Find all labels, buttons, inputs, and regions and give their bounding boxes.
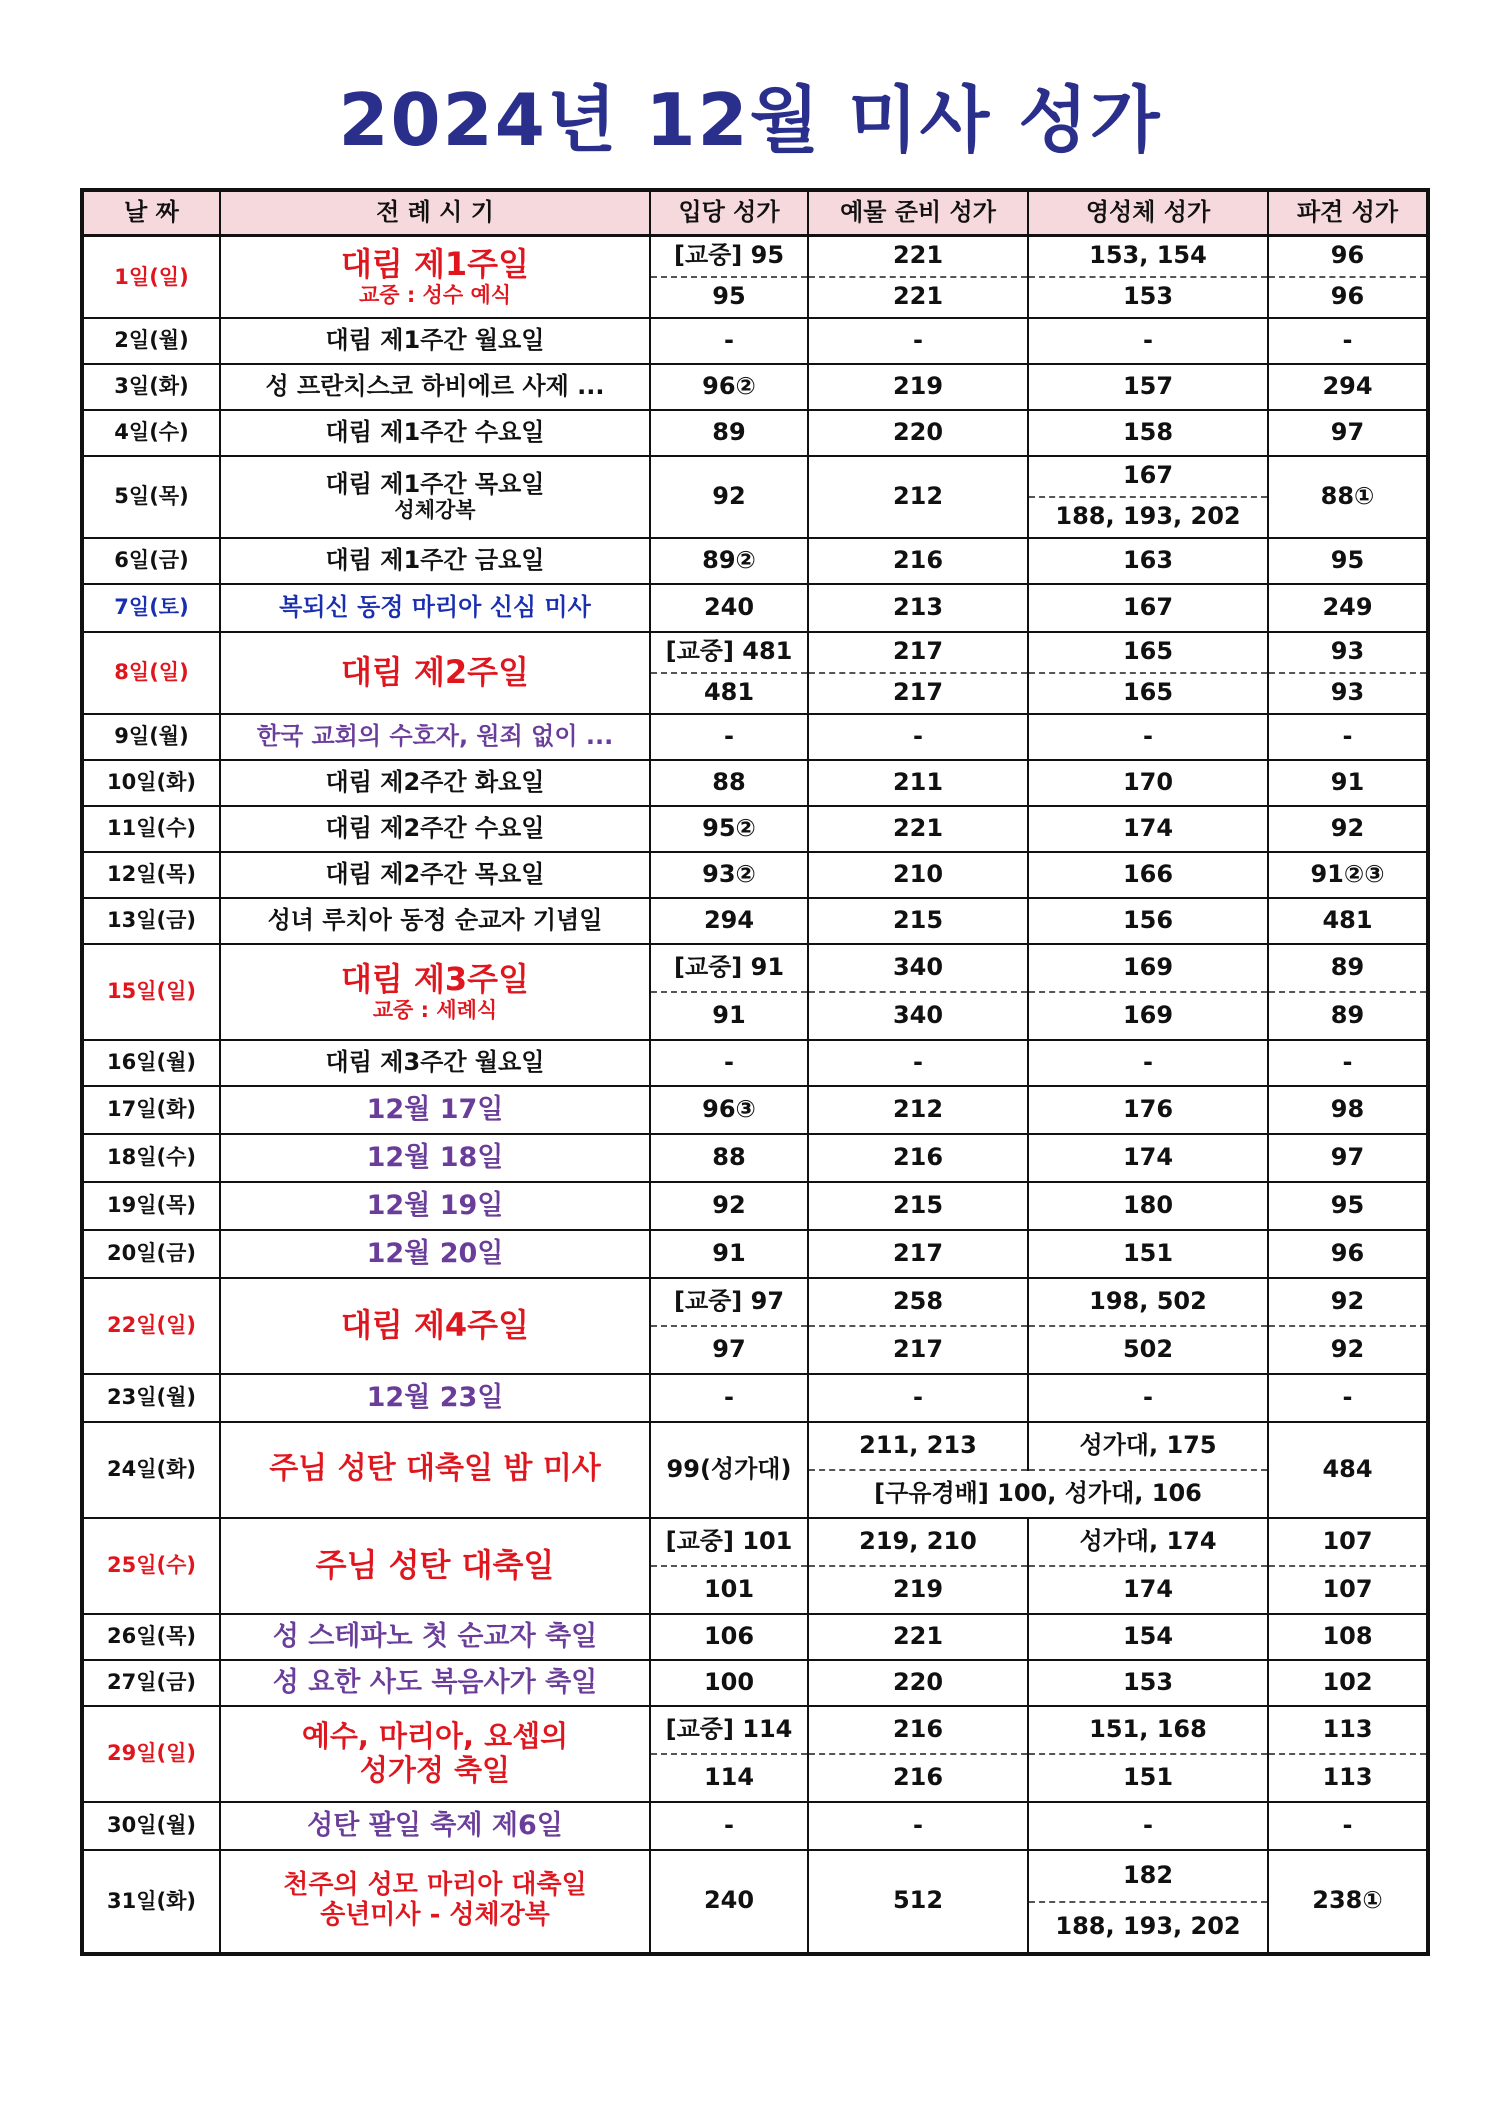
season-cell: 대림 제4주일 [220, 1278, 650, 1374]
entrance-cell: [교중] 481 [650, 632, 808, 673]
dismissal-cell: 97 [1268, 410, 1428, 456]
communion-cell: 188, 193, 202 [1028, 1902, 1268, 1954]
entrance-cell: 294 [650, 898, 808, 944]
dismissal-cell: 97 [1268, 1134, 1428, 1182]
table-row [82, 1422, 1428, 1470]
dismissal-cell: 92 [1268, 1326, 1428, 1374]
dismissal-cell: 96 [1268, 1230, 1428, 1278]
season-cell: 12월 17일 [220, 1086, 650, 1134]
season-subtitle: 교중 : 세례식 [372, 997, 498, 1022]
entrance-cell: 88 [650, 760, 808, 806]
entrance-cell: [교중] 114 [650, 1706, 808, 1754]
dismissal-cell: - [1268, 714, 1428, 760]
communion-cell: 151, 168 [1028, 1706, 1268, 1754]
dismissal-cell: 95 [1268, 538, 1428, 584]
communion-cell: 167 [1028, 456, 1268, 497]
date-cell: 6일(금) [82, 538, 220, 584]
communion-cell: 151 [1028, 1754, 1268, 1802]
dismissal-cell: 484 [1268, 1422, 1428, 1518]
header-dismissal: 파견 성가 [1268, 190, 1428, 236]
communion-cell: 153, 154 [1028, 236, 1268, 277]
season-cell [220, 944, 650, 1040]
season-title: 대림 제3주일 [341, 960, 529, 999]
date-cell: 12일(목) [82, 852, 220, 898]
table-row [82, 318, 1428, 364]
season-cell [220, 236, 650, 318]
header-date: 날 짜 [82, 190, 220, 236]
season-cell: 복되신 동정 마리아 신심 미사 [220, 584, 650, 632]
communion-cell: 156 [1028, 898, 1268, 944]
communion-cell: 176 [1028, 1086, 1268, 1134]
entrance-cell: 99(성가대) [650, 1422, 808, 1518]
entrance-cell: 100 [650, 1660, 808, 1706]
communion-cell: 153 [1028, 277, 1268, 318]
dismissal-cell: 294 [1268, 364, 1428, 410]
entrance-cell: 97 [650, 1326, 808, 1374]
dismissal-cell: 107 [1268, 1566, 1428, 1614]
date-cell: 8일(일) [82, 632, 220, 714]
dismissal-cell: 238① [1268, 1850, 1428, 1954]
season-cell: 성탄 팔일 축제 제6일 [220, 1802, 650, 1850]
entrance-cell: [교중] 91 [650, 944, 808, 992]
communion-cell: 163 [1028, 538, 1268, 584]
communion-cell: - [1028, 318, 1268, 364]
offertory-cell: 216 [808, 1706, 1028, 1754]
season-cell: 12월 20일 [220, 1230, 650, 1278]
communion-cell: 158 [1028, 410, 1268, 456]
offertory-cell: - [808, 1374, 1028, 1422]
offertory-cell: 215 [808, 1182, 1028, 1230]
table-row [82, 410, 1428, 456]
date-cell: 17일(화) [82, 1086, 220, 1134]
dismissal-cell: 95 [1268, 1182, 1428, 1230]
dismissal-cell: 96 [1268, 277, 1428, 318]
season-cell: 주님 성탄 대축일 [220, 1518, 650, 1614]
season-cell: 대림 제2주간 수요일 [220, 806, 650, 852]
table-row [82, 1802, 1428, 1850]
dismissal-cell: 98 [1268, 1086, 1428, 1134]
entrance-cell: 93② [650, 852, 808, 898]
offertory-cell: 217 [808, 632, 1028, 673]
offertory-cell: 340 [808, 992, 1028, 1040]
communion-cell: 성가대, 174 [1028, 1518, 1268, 1566]
table-row [82, 1614, 1428, 1660]
table-row [82, 538, 1428, 584]
season-cell [220, 1850, 650, 1954]
entrance-cell: [교중] 101 [650, 1518, 808, 1566]
offertory-cell: 213 [808, 584, 1028, 632]
season-cell: 주님 성탄 대축일 밤 미사 [220, 1422, 650, 1518]
communion-cell: 151 [1028, 1230, 1268, 1278]
date-cell: 20일(금) [82, 1230, 220, 1278]
offertory-cell: 220 [808, 1660, 1028, 1706]
dismissal-cell: 249 [1268, 584, 1428, 632]
date-cell: 16일(월) [82, 1040, 220, 1086]
offertory-cell: 219, 210 [808, 1518, 1028, 1566]
entrance-cell: 96② [650, 364, 808, 410]
communion-cell: 166 [1028, 852, 1268, 898]
offertory-cell: 210 [808, 852, 1028, 898]
season-cell [220, 456, 650, 538]
dismissal-cell: 92 [1268, 1278, 1428, 1326]
table-row [82, 1182, 1428, 1230]
communion-cell: 153 [1028, 1660, 1268, 1706]
date-cell: 2일(월) [82, 318, 220, 364]
entrance-cell: [교중] 95 [650, 236, 808, 277]
date-cell: 22일(일) [82, 1278, 220, 1374]
date-cell: 25일(수) [82, 1518, 220, 1614]
offertory-cell: 258 [808, 1278, 1028, 1326]
table-row [82, 456, 1428, 497]
date-cell: 11일(수) [82, 806, 220, 852]
table-row [82, 1230, 1428, 1278]
date-cell: 15일(일) [82, 944, 220, 1040]
season-cell [220, 1706, 650, 1802]
table-row [82, 852, 1428, 898]
header-season: 전 례 시 기 [220, 190, 650, 236]
season-title-line2: 송년미사 - 성체강복 [320, 1900, 550, 1930]
dismissal-cell: - [1268, 1374, 1428, 1422]
dismissal-cell: 113 [1268, 1706, 1428, 1754]
season-cell: 대림 제2주간 화요일 [220, 760, 650, 806]
offertory-cell: 219 [808, 364, 1028, 410]
season-cell: 대림 제1주간 월요일 [220, 318, 650, 364]
dismissal-cell: - [1268, 1040, 1428, 1086]
entrance-cell: 101 [650, 1566, 808, 1614]
table-row [82, 1086, 1428, 1134]
communion-cell: 174 [1028, 806, 1268, 852]
date-cell: 29일(일) [82, 1706, 220, 1802]
offertory-cell: - [808, 1040, 1028, 1086]
communion-cell: 180 [1028, 1182, 1268, 1230]
offertory-cell: 211 [808, 760, 1028, 806]
table-row [82, 898, 1428, 944]
date-cell: 1일(일) [82, 236, 220, 318]
season-cell: 대림 제1주간 수요일 [220, 410, 650, 456]
season-cell: 12월 19일 [220, 1182, 650, 1230]
date-cell: 18일(수) [82, 1134, 220, 1182]
season-cell: 대림 제3주간 월요일 [220, 1040, 650, 1086]
offertory-cell: 217 [808, 1326, 1028, 1374]
dismissal-cell: 91②③ [1268, 852, 1428, 898]
dismissal-cell: 89 [1268, 944, 1428, 992]
table-row [82, 364, 1428, 410]
entrance-cell: 95 [650, 277, 808, 318]
season-cell: 대림 제2주일 [220, 632, 650, 714]
entrance-cell: 89② [650, 538, 808, 584]
entrance-cell: - [650, 1374, 808, 1422]
offertory-cell: 340 [808, 944, 1028, 992]
season-subtitle: 교중 : 성수 예식 [358, 283, 512, 308]
communion-cell: 169 [1028, 992, 1268, 1040]
communion-cell: 188, 193, 202 [1028, 497, 1268, 538]
offertory-cell: 512 [808, 1850, 1028, 1954]
offertory-cell: 212 [808, 456, 1028, 538]
header-communion: 영성체 성가 [1028, 190, 1268, 236]
communion-cell: 165 [1028, 673, 1268, 714]
table-row [82, 1850, 1428, 1902]
communion-cell: - [1028, 714, 1268, 760]
offertory-cell: 219 [808, 1566, 1028, 1614]
dismissal-cell: 102 [1268, 1660, 1428, 1706]
date-cell: 3일(화) [82, 364, 220, 410]
offertory-communion-cell: [구유경배] 100, 성가대, 106 [808, 1470, 1268, 1518]
date-cell: 24일(화) [82, 1422, 220, 1518]
communion-cell: 198, 502 [1028, 1278, 1268, 1326]
communion-cell: - [1028, 1040, 1268, 1086]
header-offertory: 예물 준비 성가 [808, 190, 1028, 236]
offertory-cell: 221 [808, 1614, 1028, 1660]
hymn-schedule-table [80, 188, 1430, 1956]
communion-cell: 154 [1028, 1614, 1268, 1660]
dismissal-cell: 108 [1268, 1614, 1428, 1660]
entrance-cell: 92 [650, 1182, 808, 1230]
season-cell: 대림 제1주간 금요일 [220, 538, 650, 584]
dismissal-cell: 107 [1268, 1518, 1428, 1566]
offertory-cell: 215 [808, 898, 1028, 944]
table-row [82, 714, 1428, 760]
season-title: 천주의 성모 마리아 대축일 [283, 1870, 587, 1901]
table-row [82, 760, 1428, 806]
entrance-cell: - [650, 1040, 808, 1086]
header-row [82, 190, 1428, 236]
date-cell: 23일(월) [82, 1374, 220, 1422]
communion-cell: 182 [1028, 1850, 1268, 1902]
communion-cell: 165 [1028, 632, 1268, 673]
dismissal-cell: 92 [1268, 806, 1428, 852]
entrance-cell: - [650, 1802, 808, 1850]
offertory-cell: - [808, 1802, 1028, 1850]
offertory-cell: 211, 213 [808, 1422, 1028, 1470]
entrance-cell: 240 [650, 584, 808, 632]
table-row [82, 1660, 1428, 1706]
dismissal-cell: 93 [1268, 673, 1428, 714]
season-cell: 12월 23일 [220, 1374, 650, 1422]
entrance-cell: 91 [650, 1230, 808, 1278]
season-title: 대림 제1주간 목요일 [325, 469, 545, 498]
season-cell: 대림 제2주간 목요일 [220, 852, 650, 898]
dismissal-cell: 96 [1268, 236, 1428, 277]
dismissal-cell: 91 [1268, 760, 1428, 806]
communion-cell: 157 [1028, 364, 1268, 410]
communion-cell: 성가대, 175 [1028, 1422, 1268, 1470]
entrance-cell: 96③ [650, 1086, 808, 1134]
entrance-cell: [교중] 97 [650, 1278, 808, 1326]
offertory-cell: 220 [808, 410, 1028, 456]
communion-cell: 167 [1028, 584, 1268, 632]
page-title: 2024년 12월 미사 성가 [338, 78, 1162, 162]
entrance-cell: 91 [650, 992, 808, 1040]
offertory-cell: 212 [808, 1086, 1028, 1134]
table-row [82, 1374, 1428, 1422]
header-entrance: 입당 성가 [650, 190, 808, 236]
table-row [82, 584, 1428, 632]
table-row [82, 236, 1428, 277]
communion-cell: 170 [1028, 760, 1268, 806]
dismissal-cell: 89 [1268, 992, 1428, 1040]
offertory-cell: 216 [808, 1754, 1028, 1802]
offertory-cell: - [808, 318, 1028, 364]
dismissal-cell: - [1268, 318, 1428, 364]
entrance-cell: 95② [650, 806, 808, 852]
table-row [82, 1040, 1428, 1086]
entrance-cell: - [650, 318, 808, 364]
communion-cell: 174 [1028, 1566, 1268, 1614]
date-cell: 5일(목) [82, 456, 220, 538]
season-title: 예수, 마리아, 요셉의 [301, 1719, 569, 1754]
offertory-cell: 217 [808, 673, 1028, 714]
dismissal-cell: 481 [1268, 898, 1428, 944]
offertory-cell: 216 [808, 538, 1028, 584]
season-cell: 12월 18일 [220, 1134, 650, 1182]
date-cell: 27일(금) [82, 1660, 220, 1706]
offertory-cell: 217 [808, 1230, 1028, 1278]
date-cell: 4일(수) [82, 410, 220, 456]
season-title: 대림 제1주일 [341, 245, 529, 284]
date-cell: 26일(목) [82, 1614, 220, 1660]
dismissal-cell: 88① [1268, 456, 1428, 538]
table-row [82, 1706, 1428, 1754]
season-subtitle: 성체강복 [394, 498, 476, 523]
offertory-cell: 216 [808, 1134, 1028, 1182]
offertory-cell: 221 [808, 806, 1028, 852]
season-cell: 한국 교회의 수호자, 원죄 없이 ... [220, 714, 650, 760]
entrance-cell: 481 [650, 673, 808, 714]
offertory-cell: 221 [808, 277, 1028, 318]
entrance-cell: 106 [650, 1614, 808, 1660]
offertory-cell: 221 [808, 236, 1028, 277]
season-cell: 성 스테파노 첫 순교자 축일 [220, 1614, 650, 1660]
entrance-cell: 114 [650, 1754, 808, 1802]
entrance-cell: 89 [650, 410, 808, 456]
date-cell: 19일(목) [82, 1182, 220, 1230]
date-cell: 30일(월) [82, 1802, 220, 1850]
table-row [82, 806, 1428, 852]
season-cell: 성녀 루치아 동정 순교자 기념일 [220, 898, 650, 944]
table-row [82, 944, 1428, 992]
dismissal-cell: 113 [1268, 1754, 1428, 1802]
date-cell: 10일(화) [82, 760, 220, 806]
dismissal-cell: 93 [1268, 632, 1428, 673]
offertory-cell: - [808, 714, 1028, 760]
season-cell: 성 요한 사도 복음사가 축일 [220, 1660, 650, 1706]
communion-cell: 169 [1028, 944, 1268, 992]
date-cell: 13일(금) [82, 898, 220, 944]
entrance-cell: 88 [650, 1134, 808, 1182]
date-cell: 31일(화) [82, 1850, 220, 1954]
entrance-cell: - [650, 714, 808, 760]
season-cell: 성 프란치스코 하비에르 사제 ... [220, 364, 650, 410]
season-title-line2: 성가정 축일 [359, 1752, 511, 1787]
date-cell: 9일(월) [82, 714, 220, 760]
dismissal-cell: - [1268, 1802, 1428, 1850]
communion-cell: - [1028, 1802, 1268, 1850]
table-row [82, 632, 1428, 673]
table-row [82, 1134, 1428, 1182]
entrance-cell: 240 [650, 1850, 808, 1954]
date-cell: 7일(토) [82, 584, 220, 632]
table-row [82, 1518, 1428, 1566]
communion-cell: - [1028, 1374, 1268, 1422]
communion-cell: 502 [1028, 1326, 1268, 1374]
entrance-cell: 92 [650, 456, 808, 538]
communion-cell: 174 [1028, 1134, 1268, 1182]
table-row [82, 1278, 1428, 1326]
